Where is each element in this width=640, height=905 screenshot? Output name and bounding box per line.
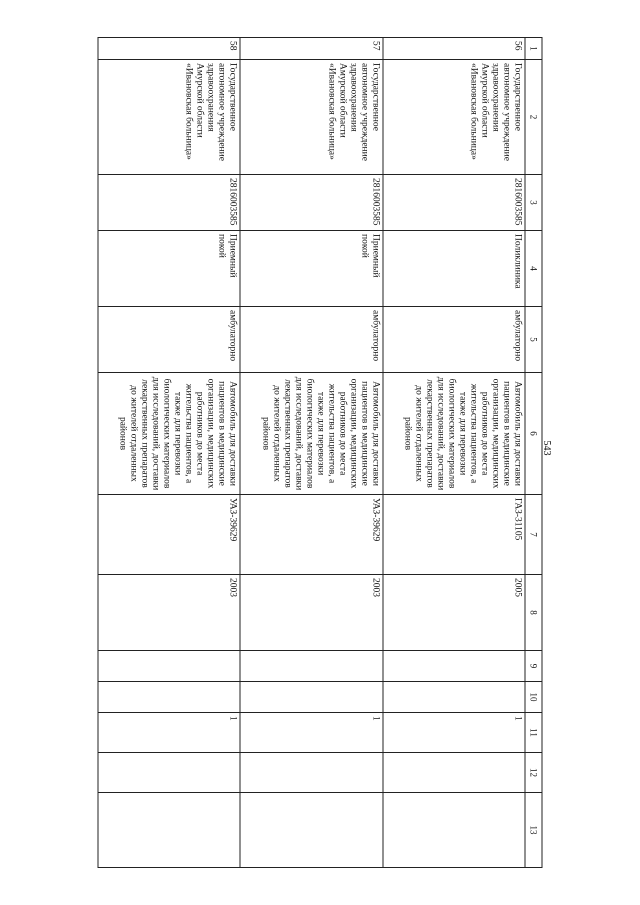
col12-cell — [383, 753, 525, 793]
col9-cell — [240, 651, 382, 682]
table-row — [98, 38, 240, 868]
col12-cell — [240, 753, 382, 793]
col-header: 12 — [525, 753, 542, 793]
col13-cell — [98, 793, 240, 868]
col9-cell — [98, 651, 240, 682]
col-header: 6 — [525, 373, 542, 495]
col12-cell — [98, 753, 240, 793]
col-header: 2 — [525, 60, 542, 175]
col-header: 4 — [525, 231, 542, 307]
col-header: 13 — [525, 793, 542, 868]
inn-cell: 2816003585 — [383, 175, 525, 231]
organization-cell: Государственное автономное учреждение здравоохранения Амурской области «Ивановская больница» — [240, 60, 382, 175]
purpose-cell: Автомобиль для доставки пациентов в медицинские организации, медицинских работников до места жительства пациентов, а также для перевозки биологических материалов для исследований, доставки лекарственных препаратов до жителей отдаленных районов — [240, 373, 382, 495]
col-header: 1 — [525, 38, 542, 60]
row-number: 58 — [98, 38, 240, 60]
col10-cell — [240, 682, 382, 713]
col10-cell — [98, 682, 240, 713]
col11-cell: 1 — [98, 713, 240, 753]
col-header: 5 — [525, 307, 542, 373]
col-header: 7 — [525, 495, 542, 575]
model-cell: УАЗ-39629 — [240, 495, 382, 575]
year-cell: 2005 — [383, 575, 525, 651]
header-row — [525, 38, 542, 868]
inn-cell: 2816003585 — [98, 175, 240, 231]
col13-cell — [240, 793, 382, 868]
vehicle-table — [98, 37, 543, 868]
row-number: 57 — [240, 38, 382, 60]
col-header: 10 — [525, 682, 542, 713]
care-type-cell: амбулаторно — [383, 307, 525, 373]
model-cell: УАЗ-39629 — [98, 495, 240, 575]
vehicle-table-wrapper — [98, 37, 543, 867]
organization-cell: Государственное автономное учреждение здравоохранения Амурской области «Ивановская больница» — [383, 60, 525, 175]
col-header: 8 — [525, 575, 542, 651]
table-row — [383, 38, 525, 868]
department-cell: Приемный покой — [240, 231, 382, 307]
inn-cell: 2816003585 — [240, 175, 382, 231]
col10-cell — [383, 682, 525, 713]
col-header: 11 — [525, 713, 542, 753]
care-type-cell: амбулаторно — [240, 307, 382, 373]
department-cell: Поликлиника — [383, 231, 525, 307]
purpose-cell: Автомобиль для доставки пациентов в медицинские организации, медицинских работников до места жительства пациентов, а также для перевозки биологических материалов для исследований, доставки лекарственных препаратов до жителей отдаленных районов — [383, 373, 525, 495]
col-header: 9 — [525, 651, 542, 682]
col13-cell — [383, 793, 525, 868]
page-number: 543 — [541, 440, 552, 456]
purpose-cell: Автомобиль для доставки пациентов в медицинские организации, медицинских работников до места жительства пациентов, а также для перевозки биологических материалов для исследований, доставки лекарственных препаратов до жителей отдаленных районов — [98, 373, 240, 495]
table-row — [240, 38, 382, 868]
department-cell: Приемный покой — [98, 231, 240, 307]
model-cell: ГАЗ-31105 — [383, 495, 525, 575]
col9-cell — [383, 651, 525, 682]
col11-cell: 1 — [240, 713, 382, 753]
col11-cell: 1 — [383, 713, 525, 753]
year-cell: 2003 — [98, 575, 240, 651]
row-number: 56 — [383, 38, 525, 60]
organization-cell: Государственное автономное учреждение здравоохранения Амурской области «Ивановская больница» — [98, 60, 240, 175]
year-cell: 2003 — [240, 575, 382, 651]
col-header: 3 — [525, 175, 542, 231]
care-type-cell: амбулаторно — [98, 307, 240, 373]
